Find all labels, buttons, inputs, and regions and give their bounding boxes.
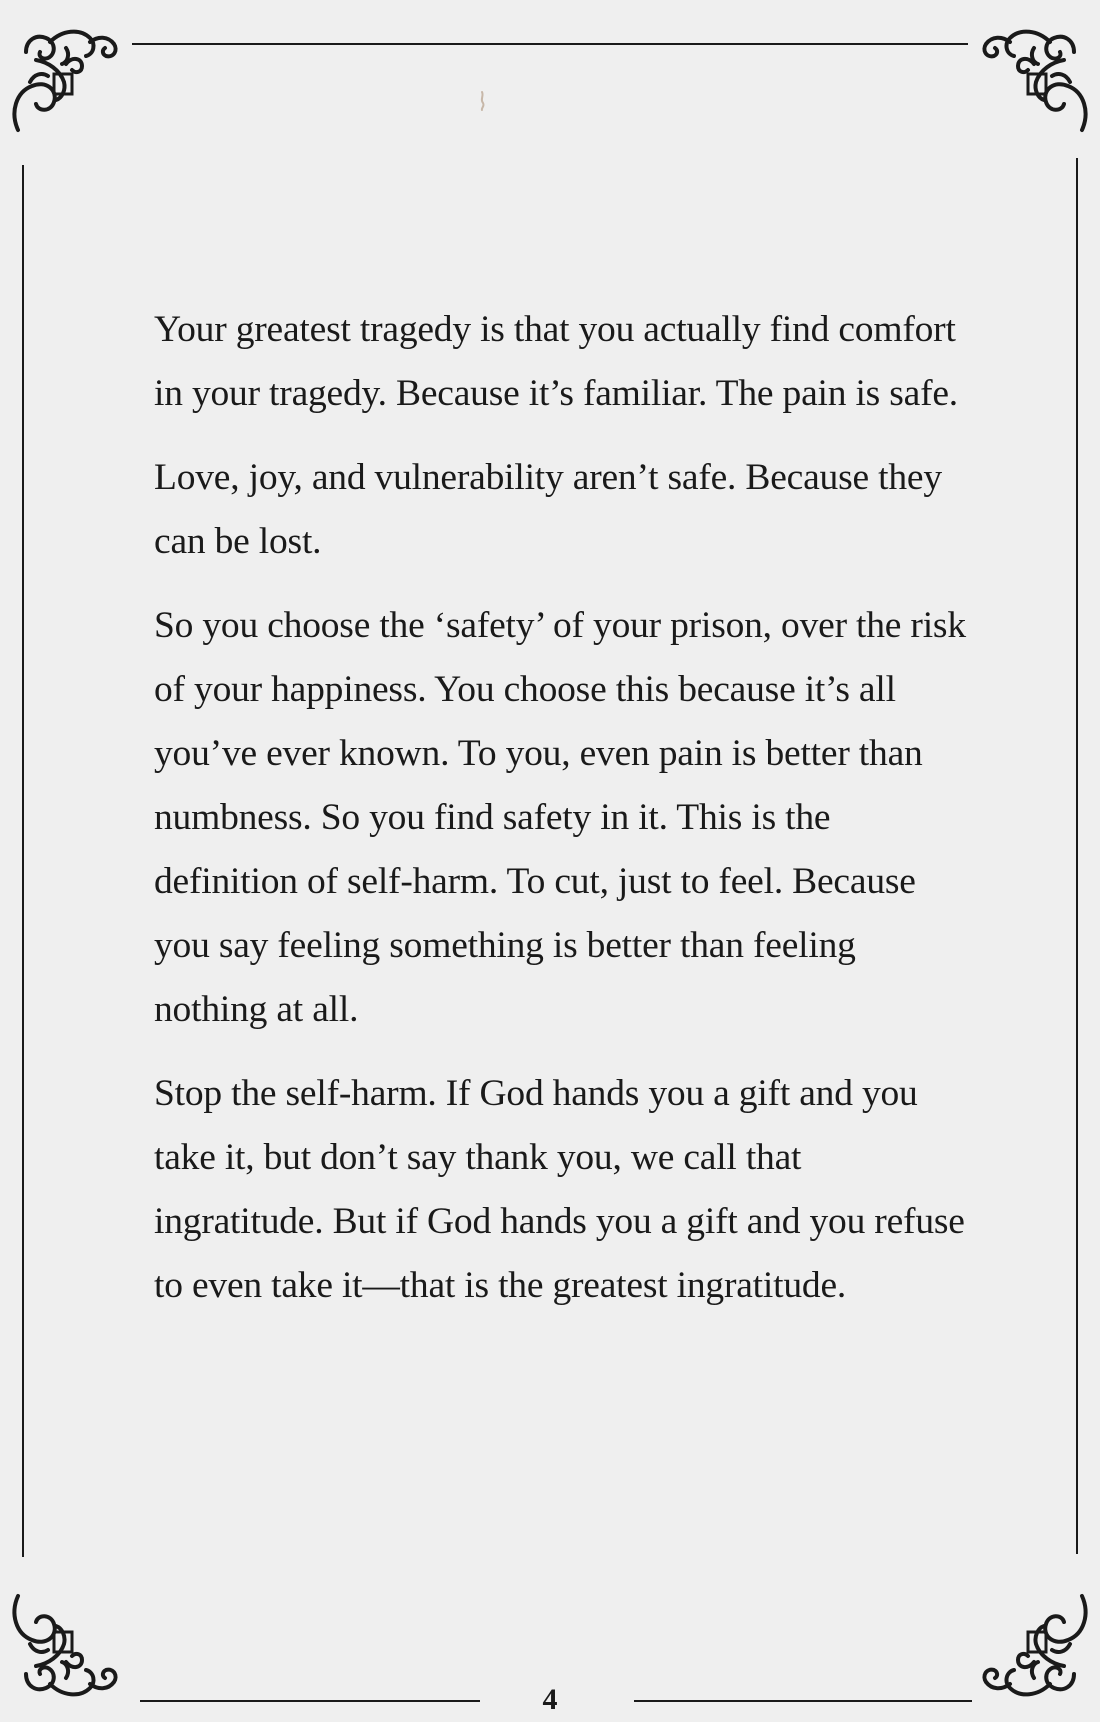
- page-body: [154, 298, 974, 1338]
- page-number: 4: [542, 1683, 558, 1716]
- frame-top-rule: [132, 43, 968, 45]
- corner-flourish-top-right-icon: [964, 12, 1094, 142]
- frame-right-rule: [1076, 158, 1078, 1554]
- corner-flourish-top-left-icon: [6, 12, 136, 142]
- frame-left-rule: [22, 165, 24, 1557]
- paragraph-1: Your greatest tragedy is that you actually find comfort in your tragedy. Because it’s familiar. The pain is safe.: [154, 309, 958, 414]
- paragraph-2: Love, joy, and vulnerability aren’t safe. Because they can be lost.: [154, 457, 942, 562]
- paper-speck: [474, 90, 490, 112]
- paragraph-4: Stop the self-harm. If God hands you a gift and you take it, but don’t say thank you, we call that ingratitude. But if God hands you a gift and you refuse to even take it—that is the greatest ingratitude.: [154, 1073, 965, 1306]
- paragraph-3: So you choose the ‘safety’ of your prison, over the risk of your happiness. You choose this because it’s all you’ve ever known. To you, even pain is better than numbness. So you find safety in it. This is the definition of self-harm. To cut, just to feel. Because you say feeling something is better than feeling nothing at all.: [154, 605, 966, 1030]
